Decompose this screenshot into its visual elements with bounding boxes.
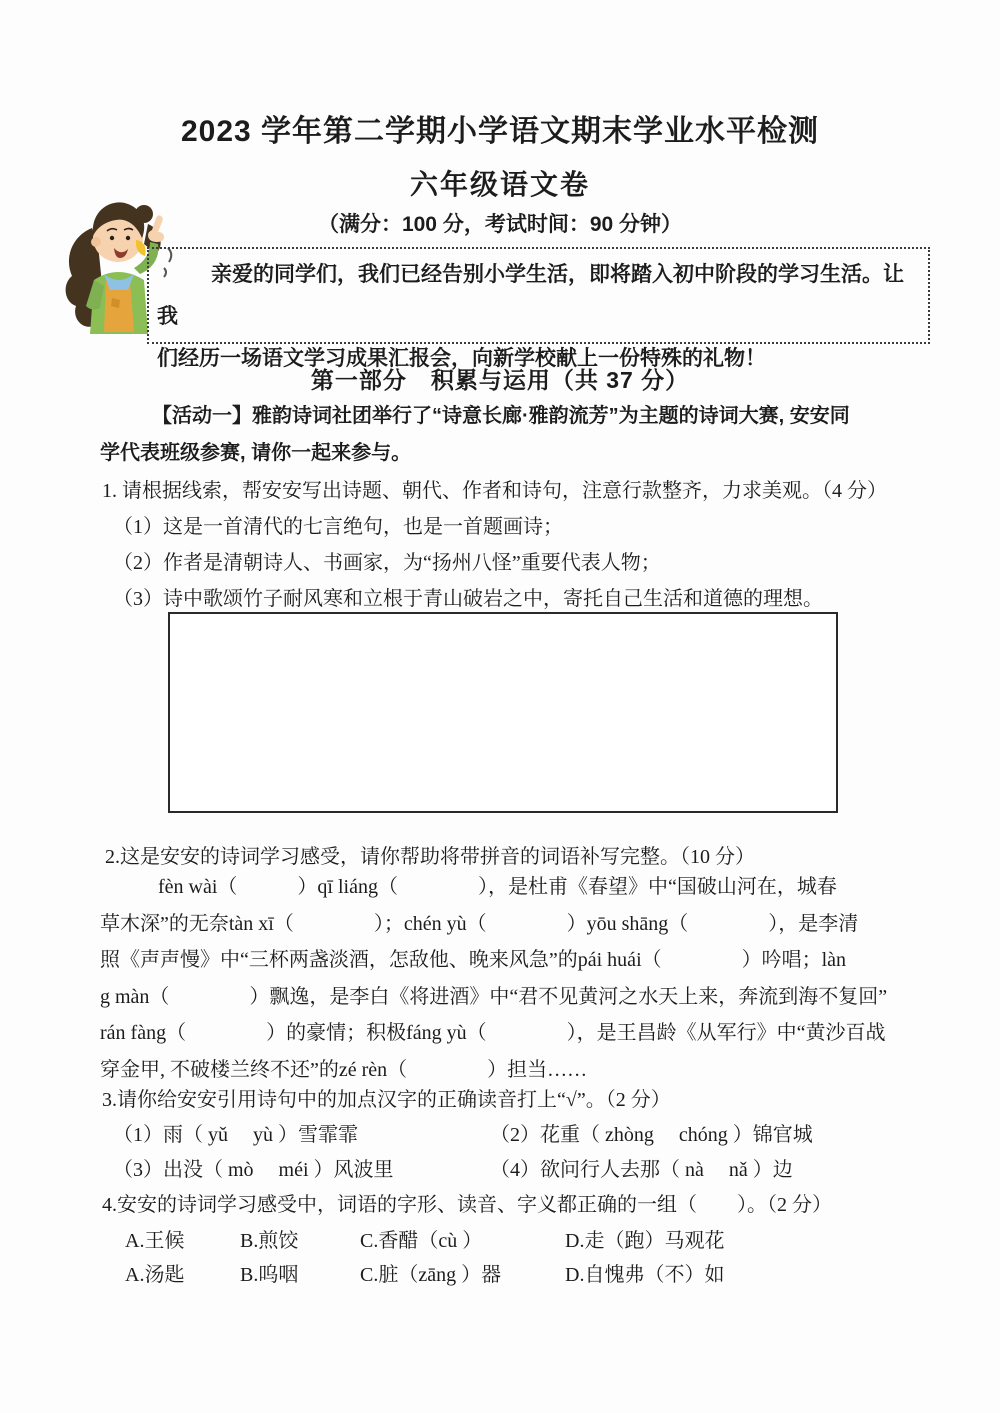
- question-3-row: [113, 1153, 913, 1182]
- pinyin-line: g màn（ ）飘逸，是李白《将进酒》中“君不见黄河之水天上来，奔流到海不复回”: [100, 985, 888, 1008]
- question-1-clue: （3）诗中歌颂竹子耐风寒和立根于青山破岩之中，寄托自己生活和道德的理想。: [113, 588, 823, 610]
- pronunciation-item: （3）出没（ mò méi ）风波里: [113, 1159, 394, 1181]
- option-cell: A.王候: [125, 1230, 185, 1252]
- exam-title: 2023 学年第二学期小学语文期末学业水平检测: [180, 115, 820, 148]
- option-cell: A.汤匙: [125, 1264, 185, 1286]
- notice-box: [147, 247, 930, 370]
- option-cell: B.呜咽: [240, 1264, 299, 1286]
- exam-meta: （满分：100 分，考试时间：90 分钟）: [317, 213, 683, 236]
- pinyin-line: 照《声声慢》中“三杯两盏淡酒，怎敌他、晚来风急”的pái huái（ ）吟唱；làn: [100, 949, 847, 971]
- option-cell: C.脏（zāng ）器: [360, 1264, 502, 1286]
- question-4-row: [125, 1224, 915, 1253]
- question-4-row: [125, 1258, 915, 1287]
- notice-line: 亲爱的同学们，我们已经告别小学生活，即将踏入初中阶段的学习生活。让我: [157, 263, 904, 328]
- question-1-clue: （2）作者是清朝诗人、书画家，为“扬州八怪”重要代表人物；: [113, 552, 661, 574]
- pronunciation-item: （4）欲问行人去那（ nà nǎ ）边: [490, 1159, 793, 1181]
- option-cell: D.自愧弗（不）如: [565, 1264, 725, 1286]
- pronunciation-item: （2）花重（ zhòng chóng ）锦官城: [490, 1124, 813, 1146]
- activity-intro: [100, 398, 912, 472]
- option-cell: C.香醋（cù ）: [360, 1230, 483, 1252]
- pinyin-line: 穿金甲, 不破楼兰终不还”的zé rèn（ ）担当……: [100, 1058, 588, 1081]
- question-1-stem: 1. 请根据线索，帮安安写出诗题、朝代、作者和诗句，注意行款整齐，力求美观。（4 分）: [102, 480, 887, 502]
- question-2-stem: 2.这是安安的诗词学习感受，请你帮助将带拼音的词语补写完整。（10 分）: [105, 846, 755, 868]
- question-3-stem: 3.请你给安安引用诗句中的加点汉字的正确读音打上“√”。（2 分）: [102, 1089, 671, 1111]
- pinyin-line: fèn wài（ ）qī liáng（ ），是杜甫《春望》中“国破山河在，城春: [158, 876, 837, 898]
- activity-line: 学代表班级参赛, 请你一起来参与。: [100, 442, 412, 464]
- activity-line: 【活动一】雅韵诗词社团举行了“诗意长廊·雅韵流芳”为主题的诗词大赛, 安安同: [152, 405, 850, 427]
- pronunciation-item: （1）雨（ yǔ yù ）雪霏霏: [113, 1124, 358, 1146]
- question-4-stem: 4.安安的诗词学习感受中，词语的字形、读音、字义都正确的一组（ ）。（2 分）: [102, 1194, 832, 1216]
- option-cell: B.煎饺: [240, 1230, 299, 1252]
- section-heading: 第一部分 积累与运用（共 37 分）: [310, 367, 690, 393]
- question-1-clue: （1）这是一首清代的七言绝句，也是一首题画诗；: [113, 516, 563, 538]
- pinyin-line: rán fàng（ ）的豪情；积极fáng yù（ ），是王昌龄《从军行》中“黄沙百战: [100, 1022, 886, 1044]
- question-2-passage: [100, 869, 915, 1088]
- exam-subtitle: 六年级语文卷: [409, 169, 590, 200]
- notice-line: 们经历一场语文学习成果汇报会，向新学校献上一份特殊的礼物！: [157, 347, 766, 370]
- answer-box: [168, 612, 838, 813]
- option-cell: D.走（跑）马观花: [565, 1230, 725, 1252]
- pinyin-line: 草木深”的无奈tàn xī（ ）；chén yù（ ）yōu shāng（ ），是李清: [100, 912, 859, 935]
- question-3-row: [113, 1118, 913, 1147]
